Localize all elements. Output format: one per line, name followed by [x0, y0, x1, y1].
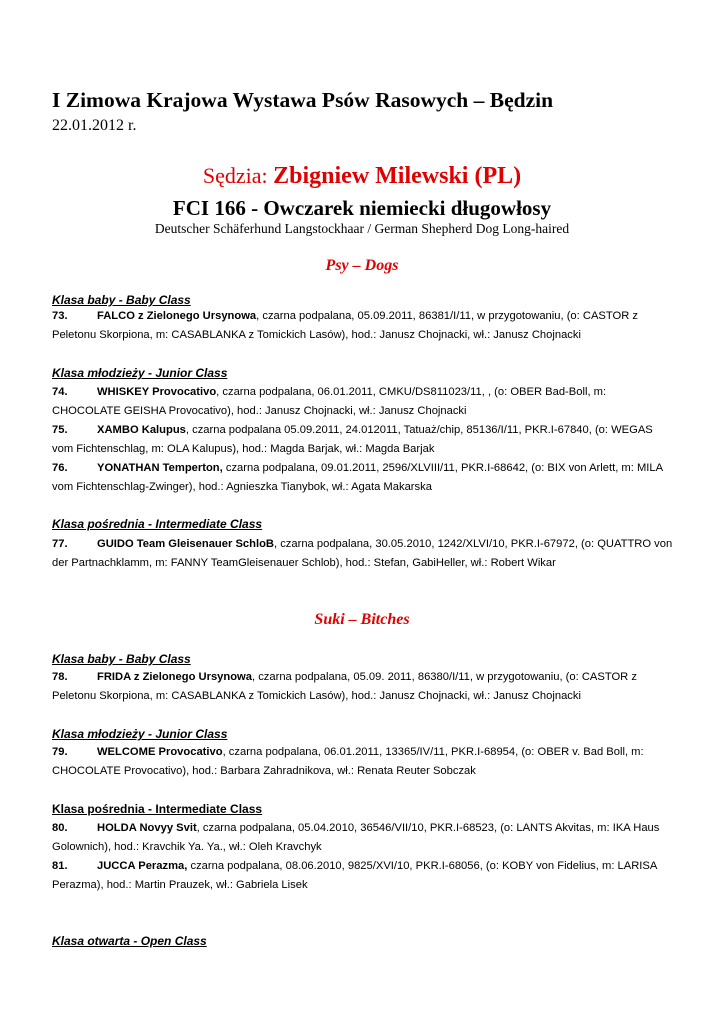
entry-75: [52, 421, 676, 459]
entry-details: czarna podpalana, 09.01.2011, 2596/XLVIII/11, PKR.I-68642, (o: BIX von Arlett, m: MILA vom Fichtenschlag-Zwinger), hod.: Agnieszka Tianybok, wł.: Agata Makarska: [52, 462, 663, 493]
breed-translations: Deutscher Schäferhund Langstockhaar / German Shepherd Dog Long-haired: [154, 221, 570, 236]
entry-details: , czarna podpalana, 05.09. 2011, 86380/I/11, w przygotowaniu, (o: CASTOR z Peletonu Skorpiona, m: CASABLANKA z Tomickich Lasów), hod.: Janusz Chojnacki, wł.: Janusz Chojnacki: [52, 671, 637, 702]
judge-line: [52, 163, 672, 190]
entry-details: czarna podpalana, 08.06.2010, 9825/XVI/10, PKR.I-68056, (o: KOBY von Fidelius, m: LARISA Perazma), hod.: Martin Prauzek, wł.: Gabriela Lisek: [52, 860, 657, 891]
entry-number: 75.: [52, 424, 68, 436]
dog-name: WHISKEY Provocativo: [97, 386, 217, 398]
entry-number: 77.: [52, 538, 68, 550]
judge-label: Sędzia:: [202, 163, 274, 188]
entry-details: , czarna podpalana, 30.05.2010, 1242/XLVI/10, PKR.I-67972, (o: QUATTRO von der Partnachklamm, m: FANNY TeamGleisenauer Schlob), hod.: Stefan, GabiHeller, wł.: Robert Wikar: [52, 538, 673, 569]
class-heading-baby-bitches: Klasa baby - Baby Class: [52, 652, 191, 666]
class-heading-junior-dogs: Klasa młodzieży - Junior Class: [52, 366, 228, 380]
entry-details: , czarna podpalana, 06.01.2011, CMKU/DS811023/11, , (o: OBER Bad-Boll, m: CHOCOLATE GEISHA Provocativo), hod.: Janusz Chojnacki, wł.: Janusz Chojnacki: [52, 386, 607, 417]
entry-number: 80.: [52, 822, 68, 834]
entry-number: 79.: [52, 746, 68, 758]
show-title: I Zimowa Krajowa Wystawa Psów Rasowych – Będzin: [52, 88, 554, 112]
dogs-heading: Psy – Dogs: [325, 257, 399, 274]
entry-details: , czarna podpalana, 05.09.2011, 86381/I/11, w przygotowaniu, (o: CASTOR z Peletonu Skorpiona, m: CASABLANKA z Tomickich Lasów), hod.: Janusz Chojnacki, wł.: Janusz Chojnacki: [52, 310, 638, 341]
class-heading-intermediate-bitches: Klasa pośrednia - Intermediate Class: [52, 802, 263, 816]
entry-number: 81.: [52, 860, 68, 872]
entry-81: [52, 857, 676, 895]
entry-77: [52, 535, 676, 573]
dog-name: GUIDO Team Gleisenauer SchloB: [97, 538, 274, 550]
entry-details: , czarna podpalana, 06.01.2011, 13365/IV/11, PKR.I-68954, (o: OBER v. Bad Boll, m: CHOCOLATE Provocativo), hod.: Barbara Zahradnikova, wł.: Renata Reuter Sobczak: [52, 746, 644, 777]
bitches-heading: Suki – Bitches: [314, 611, 410, 628]
dog-name: XAMBO Kalupus: [97, 424, 186, 436]
dog-name: JUCCA Perazma,: [97, 860, 188, 872]
dog-name: WELCOME Provocativo: [97, 746, 223, 758]
entry-76: [52, 459, 676, 497]
class-heading-baby-dogs: Klasa baby - Baby Class: [52, 293, 191, 307]
entry-78: [52, 668, 676, 706]
entry-details: , czarna podpalana 05.09.2011, 24.012011, Tatuaż/chip, 85136/I/11, PKR.I-67840, (o: WEGAS vom Fichtenschlag, m: OLA Kalupus), hod.: Magda Barjak, wł.: Magda Barjak: [52, 424, 653, 455]
show-date: 22.01.2012 r.: [52, 117, 137, 134]
dog-name: YONATHAN Temperton,: [97, 462, 223, 474]
entry-details: , czarna podpalana, 05.04.2010, 36546/VII/10, PKR.I-68523, (o: LANTS Akvitas, m: IKA Haus Golownich), hod.: Kravchik Ya. Ya., wł.: Oleh Kravchyk: [52, 822, 660, 853]
breed-title: FCI 166 - Owczarek niemiecki długowłosy: [172, 196, 552, 220]
entry-73: [52, 307, 676, 345]
class-heading-junior-bitches: Klasa młodzieży - Junior Class: [52, 727, 228, 741]
entry-74: [52, 383, 676, 421]
class-heading-open-bitches: Klasa otwarta - Open Class: [52, 934, 207, 948]
entry-number: 73.: [52, 310, 68, 322]
entry-80: [52, 819, 676, 857]
entry-number: 76.: [52, 462, 68, 474]
entry-number: 74.: [52, 386, 68, 398]
class-heading-intermediate-dogs: Klasa pośrednia - Intermediate Class: [52, 517, 263, 531]
entry-number: 78.: [52, 671, 68, 683]
dog-name: HOLDA Novyy Svit: [97, 822, 197, 834]
entry-79: [52, 743, 676, 781]
dog-name: FALCO z Zielonego Ursynowa: [97, 310, 257, 322]
dog-name: FRIDA z Zielonego Ursynowa: [97, 671, 252, 683]
judge-name: Zbigniew Milewski (PL): [273, 163, 522, 189]
